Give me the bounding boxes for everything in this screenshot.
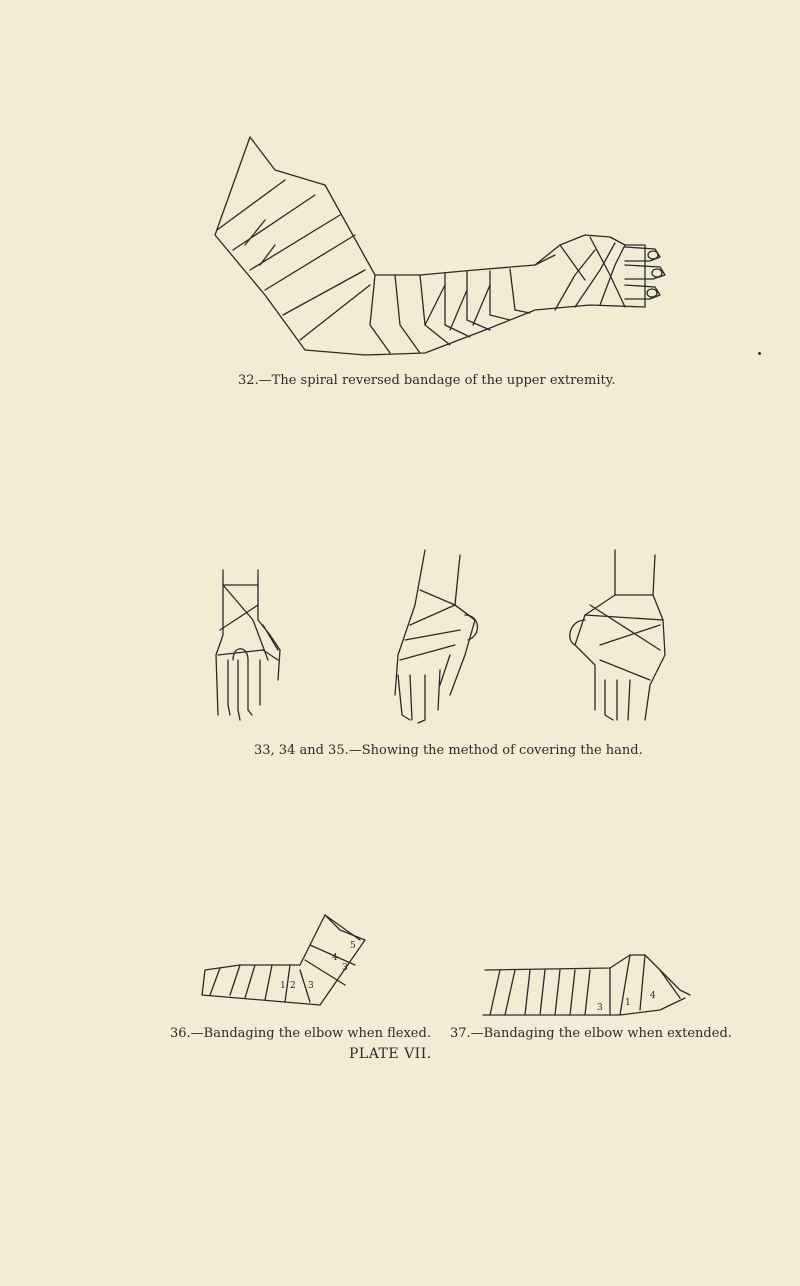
turn-number: 5 (350, 941, 356, 951)
figure-32-arm-bandage-illustration (205, 125, 675, 365)
arm-bandage-drawing-icon (205, 125, 675, 365)
turn-number: 2 (290, 981, 296, 991)
turn-number: 1 (280, 981, 286, 991)
hand-bandage-drawing-icon (208, 565, 288, 725)
hand-bandage-drawing-icon (565, 545, 675, 725)
turn-number: 4 (650, 991, 656, 1001)
figures-33-35-caption: 33, 34 and 35.—Showing the method of covering the hand. (254, 743, 643, 758)
plate-label: PLATE VII. (349, 1046, 432, 1062)
figure-35-hand-illustration (565, 545, 675, 725)
figure-32-caption: 32.—The spiral reversed bandage of the upper extremity. (238, 373, 616, 388)
print-speck (758, 352, 761, 355)
figure-37-caption: 37.—Bandaging the elbow when extended. (450, 1026, 732, 1041)
turn-number: 1 (625, 998, 631, 1008)
turn-number: 3 (342, 963, 348, 973)
hand-bandage-drawing-icon (380, 545, 495, 725)
figure-34-hand-illustration (380, 545, 495, 725)
turn-number: 4 (332, 953, 338, 963)
elbow-bandage-drawing-icon (480, 950, 695, 1020)
figure-33-hand-illustration (208, 565, 288, 725)
elbow-bandage-drawing-icon (200, 910, 370, 1020)
figure-37-elbow-extended-illustration (480, 950, 695, 1020)
turn-number: 3 (308, 981, 314, 991)
turn-number: 3 (597, 1003, 603, 1013)
figure-36-elbow-flexed-illustration (200, 910, 370, 1020)
figure-36-caption: 36.—Bandaging the elbow when flexed. (170, 1026, 431, 1041)
